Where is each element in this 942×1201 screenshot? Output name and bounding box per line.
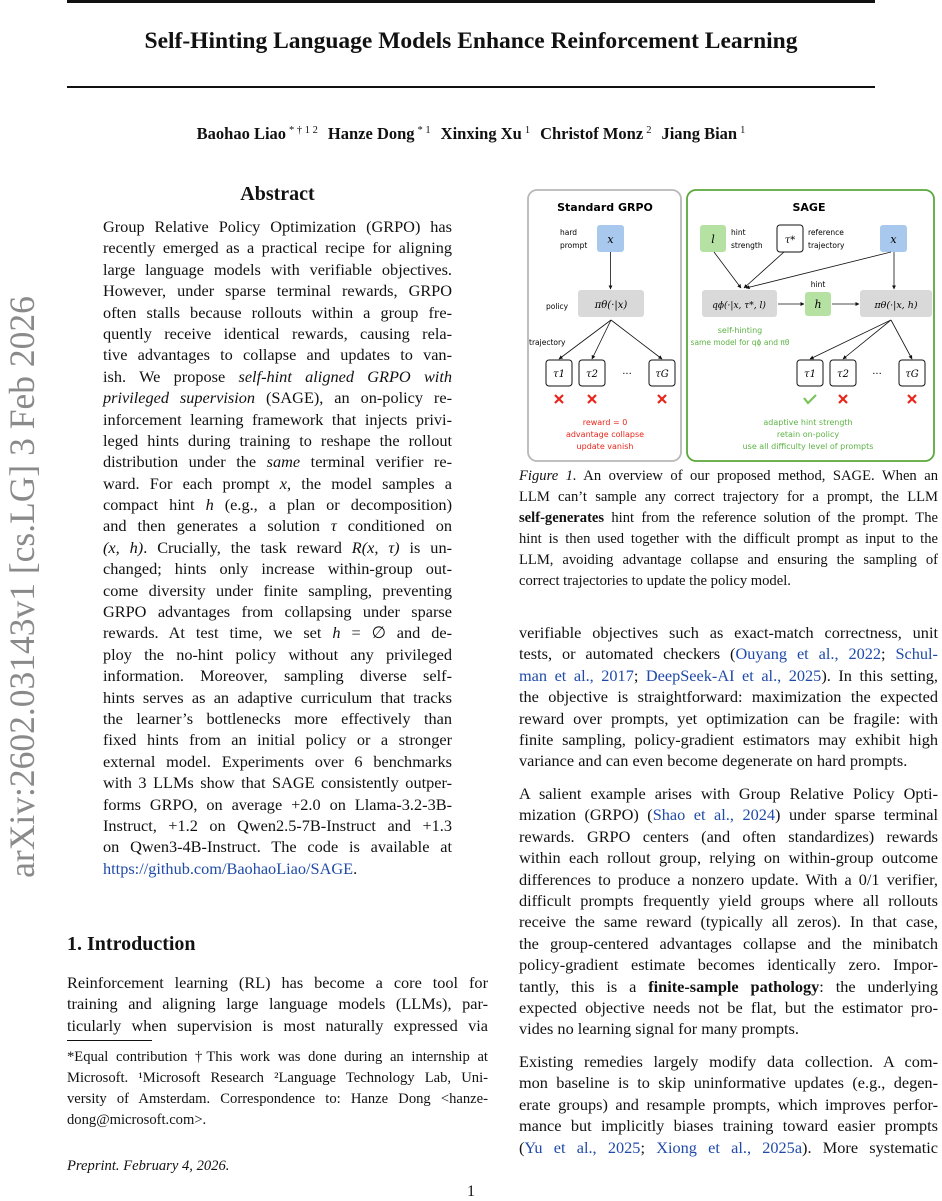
text-segment: conditioned on [336,516,452,536]
author [197,124,318,143]
text-line: expected objective needs not be flat, but the estimator pro- [519,997,938,1017]
text-line [103,473,452,494]
text-line: differences to produce a nonzero update. With a 0/1 verifier, [519,869,938,889]
standard-grpo-title: Standard GRPO [557,201,653,214]
text-segment: . [353,858,358,878]
text-line [103,858,452,879]
abstract-heading: Abstract [240,183,315,205]
text-line [103,366,452,387]
text-line: dong@microsoft.com>. [67,1112,207,1128]
text-line [519,804,938,825]
text-segment: hint from the reference solution of the prompt. The [604,510,938,526]
author-affiliation-marks: * † 1 2 [289,124,318,136]
text-segment: ). In this setting, [821,665,938,685]
hint-strength-l: l [711,233,715,246]
author-list [0,124,942,144]
citation-link[interactable]: Ouyang et al., 2022 [735,644,882,664]
text-segment: self-generates [519,510,605,526]
text-segment: : the underlying [819,976,939,996]
text-segment: terminal verifier re- [300,452,452,472]
text-line [103,515,452,536]
text-segment: h [205,495,214,515]
page-number: 1 [467,1183,475,1200]
text-line: correct trajectories to update the policy model. [519,573,791,589]
text-line: often stalls because rollouts within a group fre- [103,302,452,322]
text-segment: ward. For each prompt [103,473,280,493]
text-line: finite sampling, policy-gradient estimators may exhibit high [519,729,938,749]
prompt-x-sage: x [890,233,897,246]
right-paragraph-3 [519,1051,938,1158]
hint-generator-formula: qϕ(·|x, τ*, l) [712,301,766,311]
text-line [519,976,938,997]
left-note-2: advantage collapse [565,430,645,439]
prompt-x: x [607,233,614,246]
text-line [519,643,938,664]
arxiv-stamp: arXiv:2602.03143v1 [cs.LG] 3 Feb 2026 [2,296,42,878]
citation-link[interactable]: DeepSeek-AI et al., 2025 [645,665,822,685]
text-line: forms GRPO, on average +2.0 on Llama-3.2-3B- [103,794,452,814]
text-segment: R(x, τ) [351,537,400,557]
top-rule [67,0,875,3]
text-segment: ; [881,644,896,664]
text-segment: privileged supervision [103,388,256,408]
text-line: GRPO advantages from collapsing under sparse [103,602,452,622]
trajectory-label: trajectory [529,338,566,347]
text-segment: and then generates a solution [103,516,331,536]
text-line: training and aligning large language models (LLMs), par- [67,994,488,1014]
text-line: mance but implicitly biases training toward easier prompts [519,1116,938,1136]
text-segment: ; [640,1137,657,1157]
text-line: large language models with verifiable objectives. [103,259,452,279]
text-segment: ( [519,1137,525,1157]
text-segment: ish. We propose [103,366,239,386]
text-line: Reinforcement learning (RL) has become a core tool for [67,973,488,992]
text-line: quently receive identical rewards, causing rela- [103,323,452,343]
policy-formula: πθ(·|x) [594,300,628,311]
hint-h: h [814,298,822,311]
text-line [103,387,452,408]
figure-1-diagram [519,185,939,465]
text-line: mon baseline is to skip uninformative updates (e.g., degen- [519,1073,938,1093]
text-segment: distribution under the [103,452,267,472]
same-model-label: same model for qϕ and πθ [690,338,790,347]
text-line: the group-centered advantages collapse and the minibatch [519,933,938,953]
author-name: Baohao Liao [196,124,287,143]
author [441,124,530,143]
text-line [103,537,452,558]
text-segment: Figure 1. [519,468,577,484]
text-line: difficult prompts frequently yield groups where all rollouts [519,890,938,910]
text-segment: tantly, this is a [519,976,649,996]
footnote [67,1047,488,1131]
text-segment: is un- [399,537,453,557]
policy-formula-sage: πθ(·|x, h) [874,300,918,311]
sage-title: SAGE [792,201,826,214]
author-name: Xinxing Xu [440,124,522,143]
text-segment: x [279,473,287,493]
text-line [519,508,938,529]
tau-2: τ2 [586,369,598,380]
text-line: LLM, avoiding advantage collapse and ensuring the sampling of [519,552,938,568]
author-affiliation-marks: 1 [524,124,531,136]
text-segment: h [332,623,341,643]
author [661,124,745,143]
author-affiliation-marks: 2 [646,124,652,136]
text-line: versity of Amsterdam. Correspondence to: Hanze Dong <hanze- [67,1091,488,1107]
citation-link[interactable]: Xiong et al., 2025a [656,1137,803,1157]
title-rule [67,86,875,88]
reference-label-2: trajectory [808,241,845,250]
text-line: on Qwen3-4B-Instruct. The code is available at [103,837,452,857]
text-line: Existing remedies largely modify data collection. A com- [519,1052,938,1071]
text-line: come diversity under finite sampling, preventing [103,580,452,600]
text-line: vides no learning signal for many prompts. [519,1019,799,1039]
left-note-3: update vanish [576,442,634,451]
text-segment: rewards. At test time, we set [103,623,333,643]
right-paragraph-2 [519,783,938,1040]
text-line: tive advantages to collapse and updates to van- [103,345,452,365]
text-line: hint is then used together with the difficult prompt as input to the [519,531,938,547]
text-segment: compact hint [103,495,206,515]
footnote-rule [67,1040,152,1041]
text-line: However, under sparse terminal rewards, GRPO [103,281,452,301]
hint-strength-label: hint [731,228,746,237]
reference-label: reference [808,228,844,237]
right-paragraph-1 [519,622,938,772]
text-line [519,466,938,487]
paper-title: Self-Hinting Language Models Enhance Reinforcement Learning [144,28,798,54]
hint-label: hint [810,280,826,289]
text-line: A salient example arises with Group Relative Policy Opti- [519,784,938,803]
text-line: leged hints during training to reshape the rollout [103,430,452,450]
author [540,124,651,143]
text-line: changed; hints only increase within-group out- [103,559,452,579]
text-line: ploy the no-hint policy without any privileged [103,644,452,664]
tau-2-sage: τ2 [837,369,849,380]
text-line [519,1137,938,1158]
text-line: Microsoft. ¹Microsoft Research ²Language Technology Lab, Uni- [67,1070,488,1086]
text-segment: mization (GRPO) ( [519,805,653,825]
text-line: LLM can’t sample any correct trajectory for a prompt, the LLM [519,489,938,505]
text-line: Group Relative Policy Optimization (GRPO) has [103,217,452,236]
text-segment: ). More systematic [802,1137,939,1157]
policy-label: policy [546,302,569,311]
text-segment: (e.g., a plan or decomposition) [213,495,452,515]
text-line: erate groups) and resample prompts, which improves perfor- [519,1094,938,1114]
citation-link[interactable]: https://github.com/BaohaoLiao/SAGE [103,858,354,878]
tau-g: τG [655,369,669,380]
text-segment: . Crucially, the task reward [143,537,352,557]
preprint-date: Preprint. February 4, 2026. [67,1158,230,1174]
text-segment: self-hint aligned GRPO with [238,366,452,386]
right-note-1: adaptive hint strength [763,418,853,427]
text-segment: same [266,452,301,472]
tau-star: τ* [784,235,796,246]
text-segment: = ∅ and de- [340,623,452,643]
text-segment: (SAGE), an on-policy re- [255,388,452,408]
left-note-1: reward = 0 [582,418,628,427]
author-affiliation-marks: * 1 [417,124,431,136]
text-line: recently emerged as a practical recipe for aligning [103,238,452,258]
text-line [519,665,938,686]
text-line: within each rollout group, relying on within-group outcome [519,848,938,868]
introduction-paragraph [67,972,488,1036]
introduction-heading: 1. Introduction [67,933,196,955]
text-line: variance and can even become degenerate on hard prompts. [519,751,908,771]
right-note-2: retain on-policy [776,430,840,439]
author-name: Christof Monz [540,124,644,143]
text-line: hints serves as an adaptive curriculum that tracks [103,687,452,707]
text-line: information. Moreover, sampling diverse self- [103,666,452,686]
author [328,124,431,143]
text-segment: ; [633,665,646,685]
text-line: inforcement learning framework that injects privi- [103,409,452,429]
text-line: ticularly when supervision is most naturally expressed via [67,1015,488,1035]
text-line: rewards. GRPO centers (and often standardizes) rewards [519,826,938,846]
author-name: Hanze Dong [327,124,415,143]
text-segment: ) under sparse terminal [775,805,938,825]
text-line: receive the same reward (typically all zeros). In that case, [519,912,938,932]
hard-prompt-label-2: prompt [560,241,588,250]
figure-caption [519,466,938,592]
text-segment: tests, or automated checkers ( [519,644,736,664]
citation-link[interactable]: man et al., 2017 [519,665,634,685]
text-segment: , the model samples a [286,473,452,493]
text-line: *Equal contribution †This work was done during an internship at [67,1049,488,1065]
text-segment: τ [330,516,337,536]
citation-link[interactable]: Yu et al., 2025 [524,1137,641,1157]
text-line: the learner’s bottlenecks more effectively than [103,708,452,728]
tau-1-sage: τ1 [804,369,816,380]
ellipsis-sage: ··· [872,369,882,380]
text-segment: (x, h) [103,537,144,557]
author-affiliation-marks: 1 [740,124,746,136]
abstract-text [103,216,452,879]
text-line: verifiable objectives such as exact-match correctness, unit [519,623,938,642]
hint-strength-label-2: strength [731,241,763,250]
hard-prompt-label: hard [560,228,578,237]
text-line: fixed hints from an initial policy or a stronger [103,730,452,750]
right-note-3: use all difficulty level of prompts [742,442,874,451]
tau-1: τ1 [553,369,565,380]
self-hinting-label: self-hinting [717,326,763,335]
text-line: external model. Experiments over 6 benchmarks [103,751,452,771]
text-line: reward over prompts, yet optimization can be fragile: with [519,708,938,728]
ellipsis: ··· [622,369,632,380]
text-line: with 3 LLMs show that SAGE consistently outper- [103,773,452,793]
tau-g-sage: τG [905,369,919,380]
text-line [103,451,452,472]
text-line: policy-gradient estimate becomes identically zero. Impor- [519,955,938,975]
text-segment: An overview of our proposed method, SAGE. When an [576,468,938,484]
text-line [103,622,452,643]
text-line [103,494,452,515]
text-line: the objective is straightforward: maximization the expected [519,687,938,707]
citation-link[interactable]: Shao et al., 2024 [652,805,776,825]
text-line: Instruct, +1.2 on Qwen2.5-7B-Instruct and +1.3 [103,815,452,835]
text-segment: finite-sample pathology [648,976,820,996]
citation-link[interactable]: Schul- [895,644,938,664]
author-name: Jiang Bian [661,124,738,143]
